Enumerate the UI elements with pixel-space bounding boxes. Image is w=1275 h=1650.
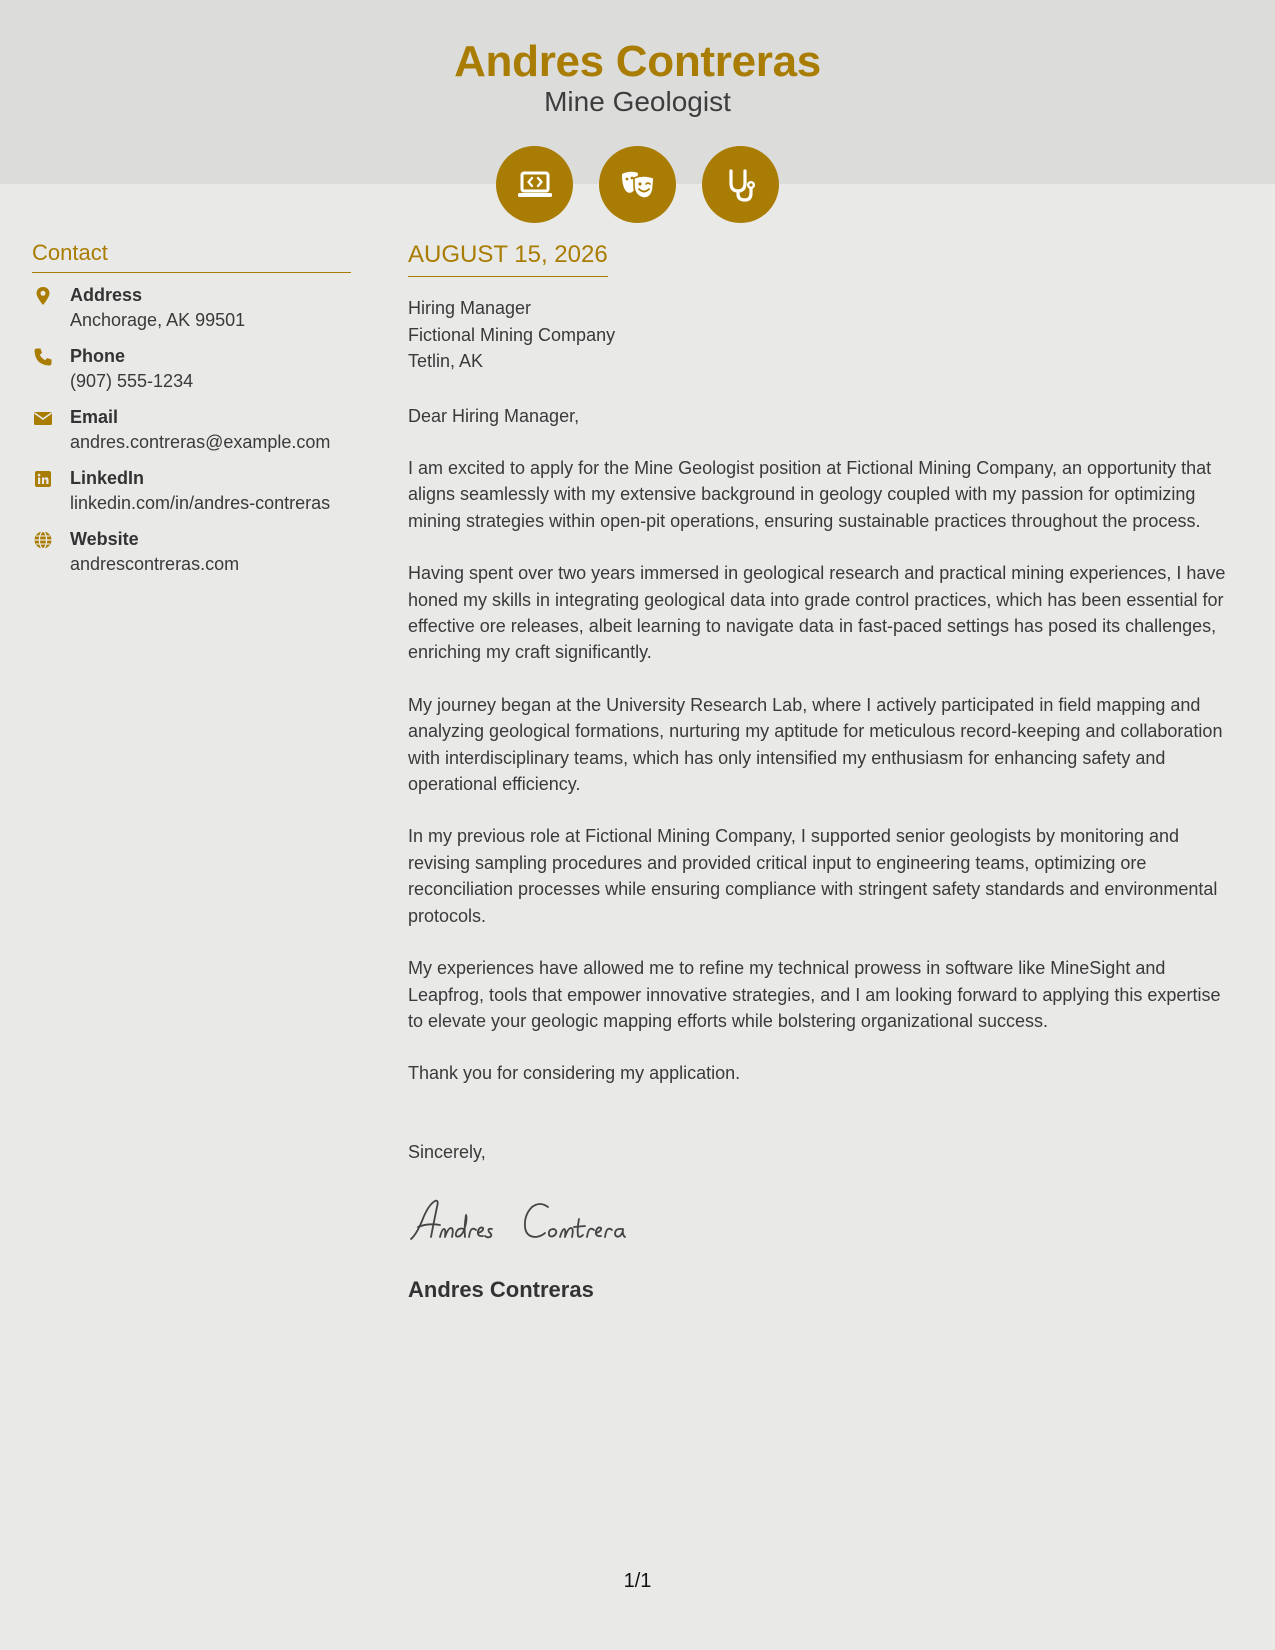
body-paragraph: My journey began at the University Research Lab, where I actively participated in field mapping and analyzing geological formations, nurturing my aptitude for meticulous record-keeping and collaboration with interdisciplinary teams, which has only intensified my enthusiasm for enhancing safety and operational efficiency. (408, 694, 1223, 795)
job-title: Mine Geologist (544, 86, 731, 117)
date-heading (408, 238, 608, 277)
contact-item-website (32, 527, 351, 577)
email-value[interactable]: andres.contreras@example.com (70, 432, 331, 452)
address-value: Anchorage, AK 99501 (70, 310, 246, 330)
phone-icon (32, 346, 54, 368)
phone-value[interactable]: (907) 555-1234 (70, 371, 194, 391)
contact-label: Email (70, 407, 119, 427)
handwritten-signature (408, 1195, 1240, 1247)
recipient-company: Fictional Mining Company (408, 324, 616, 345)
stethoscope-icon (702, 146, 779, 223)
contact-item-linkedin (32, 466, 351, 516)
location-pin-icon (32, 285, 54, 307)
body-paragraph: My experiences have allowed me to refine my technical prowess in software like MineSight and Leapfrog, tools that empower innovative strategies, and I am looking forward to applying this expertise to elevate your geologic mapping efforts while bolstering organizational success. (408, 958, 1221, 1031)
body-paragraph: In my previous role at Fictional Mining Company, I supported senior geologists by monitoring and revising sampling procedures and provided critical input to engineering teams, optimizing ore reconciliation processes while ensuring compliance with stringent safety standards and environmental protocols. (408, 826, 1218, 926)
contact-item-address (32, 283, 351, 333)
signer-name: Andres Contreras (408, 1276, 594, 1302)
recipient-name: Hiring Manager (408, 298, 532, 318)
applicant-name: Andres Contreras (454, 37, 821, 86)
linkedin-value[interactable]: linkedin.com/in/andres-contreras (70, 493, 331, 513)
contact-label: Address (70, 285, 143, 305)
contact-sidebar (32, 238, 351, 588)
contact-label: Phone (70, 346, 126, 366)
body-paragraph: Having spent over two years immersed in geological research and practical mining experiences, I have honed my skills in integrating geological data into grade control practices, which has been essential for effective ore releases, albeit learning to navigate data in fast-paced settings has posed its challenges, enriching my craft significantly. (408, 563, 1226, 663)
contact-item-email (32, 405, 351, 455)
recipient-location: Tetlin, AK (408, 351, 484, 371)
letter-body (408, 238, 1240, 1303)
contact-label: LinkedIn (70, 468, 145, 488)
contact-label: Website (70, 529, 139, 549)
theater-masks-icon (599, 146, 676, 223)
hobby-icon-row (0, 146, 1275, 223)
closing: Sincerely, (408, 1141, 486, 1162)
recipient-block (408, 295, 1240, 375)
letter-date: AUGUST 15, 2026 (408, 241, 608, 268)
salutation: Dear Hiring Manager, (408, 405, 580, 426)
envelope-icon (32, 407, 54, 429)
body-paragraph: I am excited to apply for the Mine Geologist position at Fictional Mining Company, an opportunity that aligns seamlessly with my extensive background in geology coupled with my passion for optimizing mining strategies within open-pit operations, ensuring sustainable practices throughout the process. (408, 458, 1212, 531)
contact-section-title: Contact (32, 238, 351, 273)
laptop-code-icon (496, 146, 573, 223)
linkedin-icon (32, 468, 54, 490)
globe-icon (32, 529, 54, 551)
thank-you-paragraph: Thank you for considering my application. (408, 1063, 741, 1084)
website-value[interactable]: andrescontreras.com (70, 554, 240, 574)
contact-item-phone (32, 344, 351, 394)
page-number: 1/1 (623, 1570, 652, 1592)
